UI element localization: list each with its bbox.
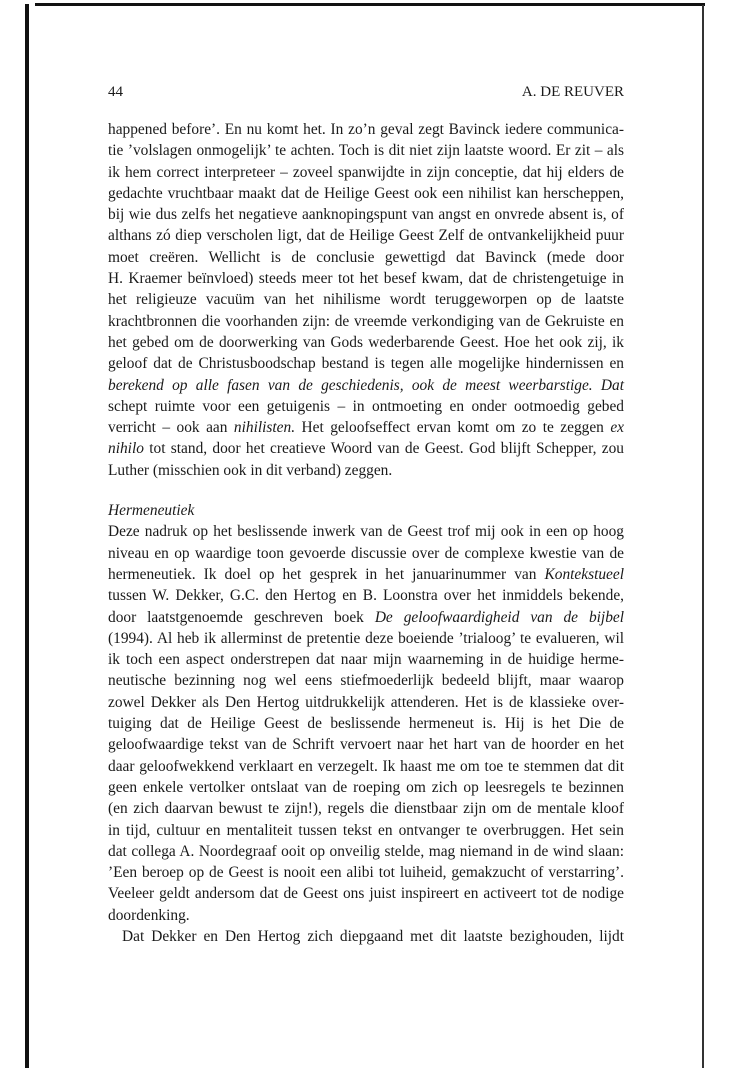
running-head-author: A. DE REUVER [521,84,624,100]
text-run: ik toch een aspect onderstrepen dat naar mijn waarneming in de huidige herme- [108,651,624,669]
text-run: tussen W. Dekker, G.C. den Hertog en B. Loonstra over het inmiddels bekende, [108,587,624,605]
text-line [108,713,624,734]
scan-border-top [35,3,705,6]
text-line [108,883,624,904]
text-run: geloofwaardige tekst van de Schrift vervoert naar het hart van de hoorder en het [108,736,624,754]
text-line [108,905,624,926]
text-run: ik hem correct interpreteer – zoveel spanwijdte in zijn conceptie, dat hij elders de [108,163,624,181]
italic-text: berekend op alle fasen van de geschiedenis, ook de meest weerbarstige. Dat [108,376,624,394]
text-line [108,140,624,161]
italic-text: nihilo [108,440,144,458]
paragraph [108,521,624,926]
section-heading: Hermeneutiek [108,502,195,520]
text-line [108,311,624,332]
italic-text: Kontekstueel [544,565,624,583]
text-run: Dat Dekker en Den Hertog zich diepgaand met dit laatste bezighouden, lijdt [122,927,624,945]
text-line [108,247,624,268]
text-line [108,564,624,585]
text-run: Veeleer geldt andersom dat de Geest ons juist inspireert en activeert tot de nodige [108,885,624,903]
text-line [108,353,624,374]
paragraph [108,926,624,947]
text-line [108,119,624,140]
text-run: (1994). Al heb ik allerminst de pretentie deze boeiende ’trialoog’ te evalueren, wil [108,629,624,647]
text-run: tuiging dat de Heilige Geest de beslissende hermeneut is. Hij is het Die de [108,715,624,733]
text-run: het gebed om de doorwerking van Gods wederbarende Geest. Hoe het ook zij, ik [108,333,624,351]
text-run: geen enkele vertolker ontslaat van de roeping om zich op leesregels te bezinnen [108,778,624,796]
text-line [108,841,624,862]
text-line [108,607,624,628]
scan-border-right [702,5,704,1068]
page-number: 44 [108,84,123,100]
text-line [108,670,624,691]
text-line [108,585,624,606]
text-run: daar geloofwekkend verklaart en verzegelt. Ik haast me om toe te stemmen dat dit [108,757,624,775]
text-line [108,926,624,947]
text-line [108,649,624,670]
text-line [108,734,624,755]
text-line [108,375,624,396]
text-line [108,628,624,649]
text-line [108,820,624,841]
text-run: tie ’volslagen onmogelijk’ te achten. Toch is dit niet zijn laatste woord. Er zit – als [108,142,624,160]
italic-text: De geloofwaardigheid van de bijbel [374,608,624,626]
italic-text: nihilisten. [233,419,296,437]
text-line [108,268,624,289]
text-line [108,162,624,183]
text-run: dat collega A. Noordegraaf ooit op onveilig stelde, mag niemand in de wind slaan: [108,842,624,860]
text-line [108,289,624,310]
text-line [108,543,624,564]
text-line [108,692,624,713]
text-run: H. Kraemer beïnvloed) steeds meer tot het besef kwam, dat de christengetuige in [108,270,624,288]
text-run: krachtbronnen die voorhanden zijn: de vreemde verkondiging van de Gekruiste en [108,312,624,330]
scan-border-left [25,4,29,1068]
text-run: schept ruimte voor een getuigenis – in ontmoeting en onder ootmoedig gebed [108,397,624,415]
text-run: het religieuze vacuüm van het nihilisme wordt teruggeworpen op de laatste [108,291,624,309]
body-text [108,119,624,947]
text-line [108,798,624,819]
text-run: door laatstgenoemde geschreven boek [108,608,375,626]
text-run: althans zó diep verscholen ligt, dat de Heilige Geest Zelf de ontvankelijkheid puur [108,227,624,245]
text-line [108,417,624,438]
text-run: neutische bezinning nog wel eens stiefmoederlijk bedeeld blijft, maar waarop [108,672,624,690]
text-line [108,438,624,459]
text-run: geloof dat de Christusboodschap bestand is tegen alle mogelijke hindernissen en [108,355,624,373]
running-head [108,82,624,103]
text-run: (en zich daarvan bewust te zijn!), regels die dienstbaar zijn om de mentale kloof [108,800,624,818]
paragraph [108,119,624,481]
text-line [108,204,624,225]
text-line [108,756,624,777]
italic-text: ex [610,419,625,437]
text-line [108,862,624,883]
text-line [108,777,624,798]
text-run: Luther (misschien ook in dit verband) zeggen. [108,461,393,479]
text-line [108,460,624,481]
text-run: zowel Dekker als Den Hertog uitdrukkelijk attenderen. Het is de klassieke over- [108,693,624,711]
text-line [108,225,624,246]
text-run: tot stand, door het creatieve Woord van de Geest. God blijft Schepper, zou [143,440,624,458]
text-run: gedachte vruchtbaar maakt dat de Heilige Geest ook een nihilist kan herscheppen, [108,184,624,202]
text-run: moet creëren. Wellicht is de conclusie gewettigd dat Bavinck (mede door [108,248,624,266]
text-run: hermeneutiek. Ik doel op het gesprek in het januarinummer van [108,565,545,583]
section-gap [108,481,624,500]
text-line [108,183,624,204]
text-run: doordenking. [108,906,190,924]
text-run: bij wie dus zelfs het negatieve aanknopingspunt van angst en onvrede absent is, of [108,206,624,224]
text-run: Deze nadruk op het beslissende inwerk van de Geest trof mij ook in een op hoog [108,523,624,541]
text-run: happened before’. En nu komt het. In zo’n geval zegt Bavinck iedere communica- [108,121,624,138]
text-run: verricht – ook aan [108,419,234,437]
text-line [108,521,624,542]
text-line [108,332,624,353]
text-run: in tijd, cultuur en mentaliteit tussen tekst en ontvanger te overbruggen. Het sein [108,821,624,839]
text-run: Het geloofseffect ervan komt om zo te zeggen [295,419,611,437]
text-run: ’Een beroep op de Geest is nooit een alibi tot luiheid, gemakzucht of verstarring’. [108,864,624,882]
text-line [108,396,624,417]
text-run: niveau en op waardige toon gevoerde discussie over de complexe kwestie van de [108,544,624,562]
